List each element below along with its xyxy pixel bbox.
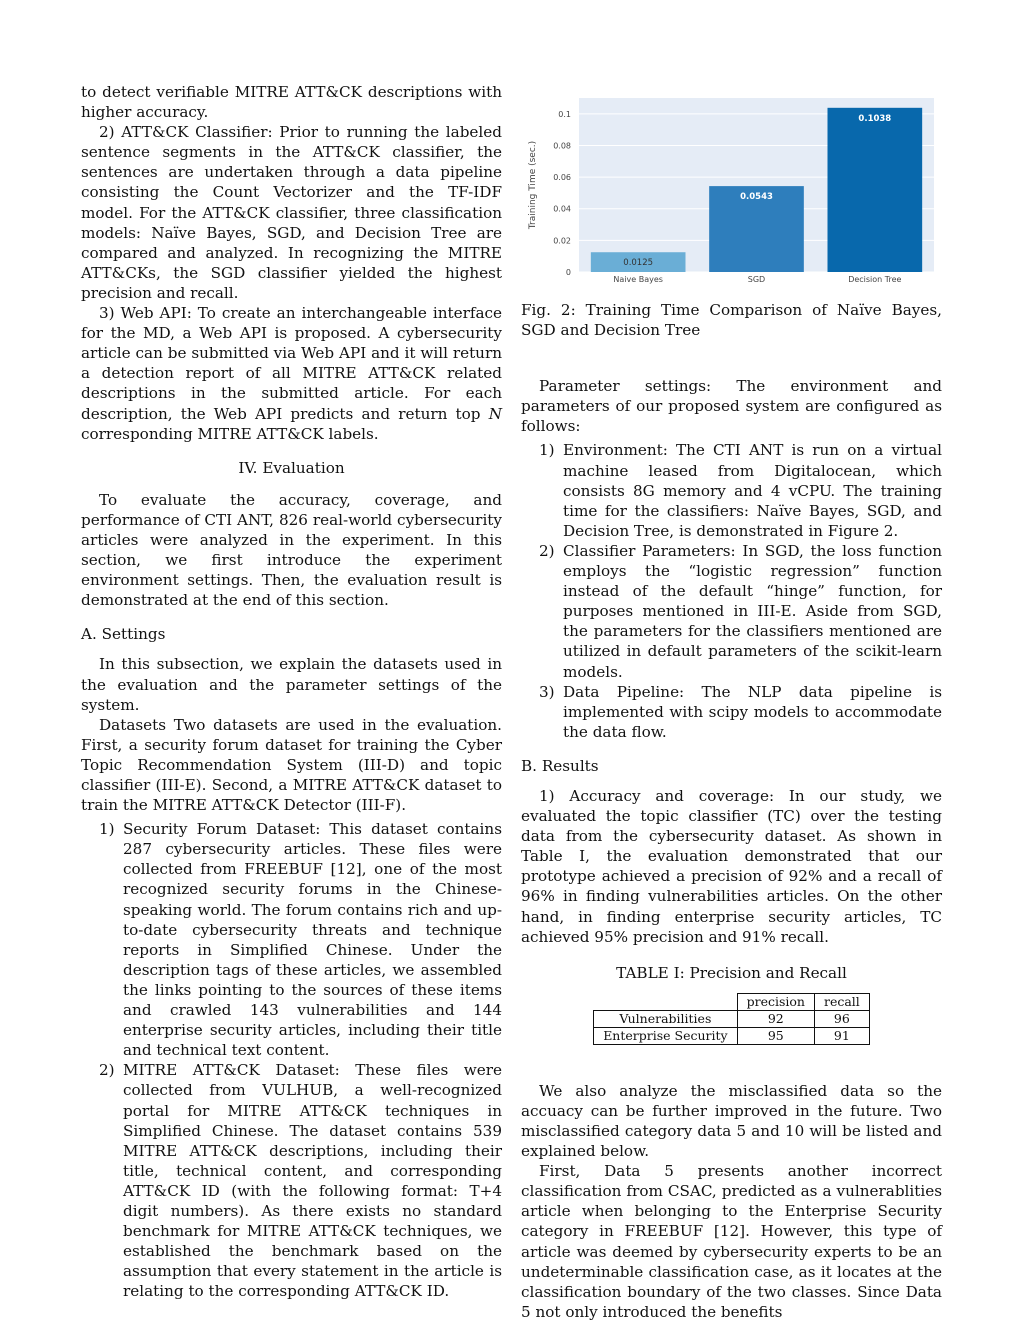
row-label: Vulnerabilities <box>594 1010 737 1027</box>
paragraph-datasets: Datasets Two datasets are used in the evaluation. First, a security forum dataset for training the Cyber Topic Recommendation System (III-D) and topic classifier (III-E). Second, a MITRE ATT&CK dataset to train the MITRE ATT&CK Detector (III-F). <box>81 715 502 815</box>
subsection-heading-settings: A. Settings <box>81 625 166 644</box>
list-number: 1) <box>539 441 555 460</box>
paragraph-results: 1) Accuracy and coverage: In our study, we evaluated the topic classifier (TC) over the testing data from the cybersecurity dataset. As shown in Table I, the evaluation demonstrated that our prototype achieved a precision of 92% and a recall of 96% in finding vulnerabilities articles. On the other hand, in finding enterprise security articles, TC achieved 95% precision and 91% recall. <box>521 786 942 946</box>
x-tick-label: SGD <box>747 275 766 284</box>
list-text: Classifier Parameters: In SGD, the loss function employs the “logistic regression” function instead of the default “hinge” function, for purposes mentioned in III-E. Aside from SGD, the parameters for the classifiers mentioned are utilized in default parameters of the scikit-learn models. <box>563 541 942 681</box>
list-item <box>521 541 942 682</box>
y-tick-label: 0.08 <box>553 141 571 151</box>
dataset-list <box>81 819 502 1301</box>
bar-chart-svg <box>521 90 942 290</box>
paragraph-web-api <box>81 303 502 444</box>
paragraph-evaluation: To evaluate the accuracy, coverage, and performance of CTI ANT, 826 real-world cybersecurity articles were analyzed in the experiment. In this section, we first introduce the experiment environment settings. Then, the evaluation result is demonstrated at the end of this section. <box>81 490 502 610</box>
list-text: Data Pipeline: The NLP data pipeline is implemented with scipy models to accommodate the data flow. <box>563 682 942 741</box>
column-header-recall: recall <box>814 993 869 1010</box>
paragraph-parameter-settings: Parameter settings: The environment and parameters of our proposed system are configured as follows: <box>521 377 942 436</box>
paragraph-attck-classifier: 2) ATT&CK Classifier: Prior to running the labeled sentence segments in the ATT&CK classifier, the sentences are undertaken through a data pipeline consisting the Count Vectorizer and the TF-IDF model. For the ATT&CK classifier, three classification models: Naïve Bayes, SGD, and Decision Tree are compared and analyzed. In recognizing the MITRE ATT&CKs, the SGD classifier yielded the highest precision and recall. <box>81 123 502 302</box>
list-number: 2) <box>539 541 555 560</box>
list-number: 3) <box>539 682 555 701</box>
right-column <box>521 82 942 1322</box>
table-corner-cell <box>594 993 737 1010</box>
list-text: MITRE ATT&CK Dataset: These files were collected from VULHUB, a well-recognized portal for MITRE ATT&CK techniques in Simplified Chinese. The dataset contains 539 MITRE ATT&CK descriptions, including their title, technical content, and corresponding ATT&CK ID (with the following format: T+4 digit numbers). As there exists no standard benchmark for MITRE ATT&CK techniques, we established the benchmark based on the assumption that every statement in the article is relating to the corresponding ATT&CK ID. <box>123 1061 502 1301</box>
list-number: 2) <box>99 1061 115 1080</box>
cell-recall: 91 <box>814 1027 869 1044</box>
training-time-chart <box>521 90 942 290</box>
list-item <box>521 682 942 742</box>
list-text: Security Forum Dataset: This dataset contains 287 cybersecurity articles. These files were collected from FREEBUF [12], one of the most recognized security forums in the Chinese-speaking world. The forum contains rich and up-to-date cybersecurity threats and technique reports in Simplified Chinese. Under the description tags of these articles, we assembled the links pointing to the sources of these items and crawled 143 vulnerabilities and 144 enterprise security articles, including their title and technical text content. <box>123 820 502 1060</box>
paragraph-intro: to detect verifiable MITRE ATT&CK descriptions with higher accuracy. <box>81 83 502 122</box>
y-tick-label: 0.04 <box>553 204 571 214</box>
paragraph-misclassified: We also analyze the misclassified data so the accuacy can be further improved in the future. Two misclassified category data 5 and 10 will be listed and explained below. <box>521 1081 942 1161</box>
row-label: Enterprise Security <box>594 1027 737 1044</box>
x-tick-label: Naive Bayes <box>613 275 663 284</box>
table-row <box>594 1010 870 1027</box>
left-column <box>81 82 502 1301</box>
list-item <box>81 1060 502 1301</box>
y-tick-label: 0 <box>565 268 571 277</box>
precision-recall-table <box>593 993 870 1045</box>
table-header-row <box>594 993 870 1010</box>
cell-precision: 95 <box>737 1027 814 1044</box>
bar <box>828 108 923 272</box>
web-api-n: N <box>488 404 502 423</box>
parameter-list <box>521 440 942 741</box>
x-tick-label: Decision Tree <box>848 275 902 284</box>
web-api-text-b: corresponding MITRE ATT&CK labels. <box>81 424 379 443</box>
paragraph-settings: In this subsection, we explain the datasets used in the evaluation and the parameter settings of the system. <box>81 655 502 714</box>
bar-value-label: 0.0543 <box>740 192 773 203</box>
y-tick-label: 0.06 <box>553 173 571 183</box>
cell-precision: 92 <box>737 1010 814 1027</box>
table-caption: TABLE I: Precision and Recall <box>616 963 847 982</box>
list-text: Environment: The CTI ANT is run on a virtual machine leased from Digitalocean, which consists 8G memory and 4 vCPU. The training time for the classifiers: Naïve Bayes, SGD, and Decision Tree, is demonstrated in Figure 2. <box>563 441 942 540</box>
y-tick-label: 0.02 <box>553 236 571 246</box>
table-row <box>594 1027 870 1044</box>
column-header-precision: precision <box>737 993 814 1010</box>
y-axis-label: Training Time (sec.) <box>528 140 538 230</box>
section-heading-evaluation: IV. Evaluation <box>238 458 345 477</box>
y-tick-label: 0.1 <box>558 109 571 119</box>
web-api-text-a: 3) Web API: To create an interchangeable interface for the MD, a Web API is proposed. A cybersecurity article can be submitted via Web API and it will return a detection report of all MITRE ATT&CK related descriptions in the submitted article. For each description, the Web API predicts and return top <box>81 304 502 423</box>
cell-recall: 96 <box>814 1010 869 1027</box>
subsection-heading-results: B. Results <box>521 756 599 775</box>
bar-value-label: 0.1038 <box>858 113 892 124</box>
figure-caption: Fig. 2: Training Time Comparison of Naïve Bayes, SGD and Decision Tree <box>521 301 942 340</box>
list-number: 1) <box>99 820 115 839</box>
bar-value-label: 0.0125 <box>623 258 654 269</box>
paragraph-first-data5: First, Data 5 presents another incorrect classification from CSAC, predicted as a vulnerablities article when belonging to the Enterprise Security category in FREEBUF [12]. However, this type of article was deemed by cybersecurity experts to be an undeterminable classification case, as it locates at the classification boundary of the two classes. Since Data 5 not only introduced the benefits <box>521 1162 942 1321</box>
list-item <box>81 819 502 1060</box>
list-item <box>521 440 942 540</box>
